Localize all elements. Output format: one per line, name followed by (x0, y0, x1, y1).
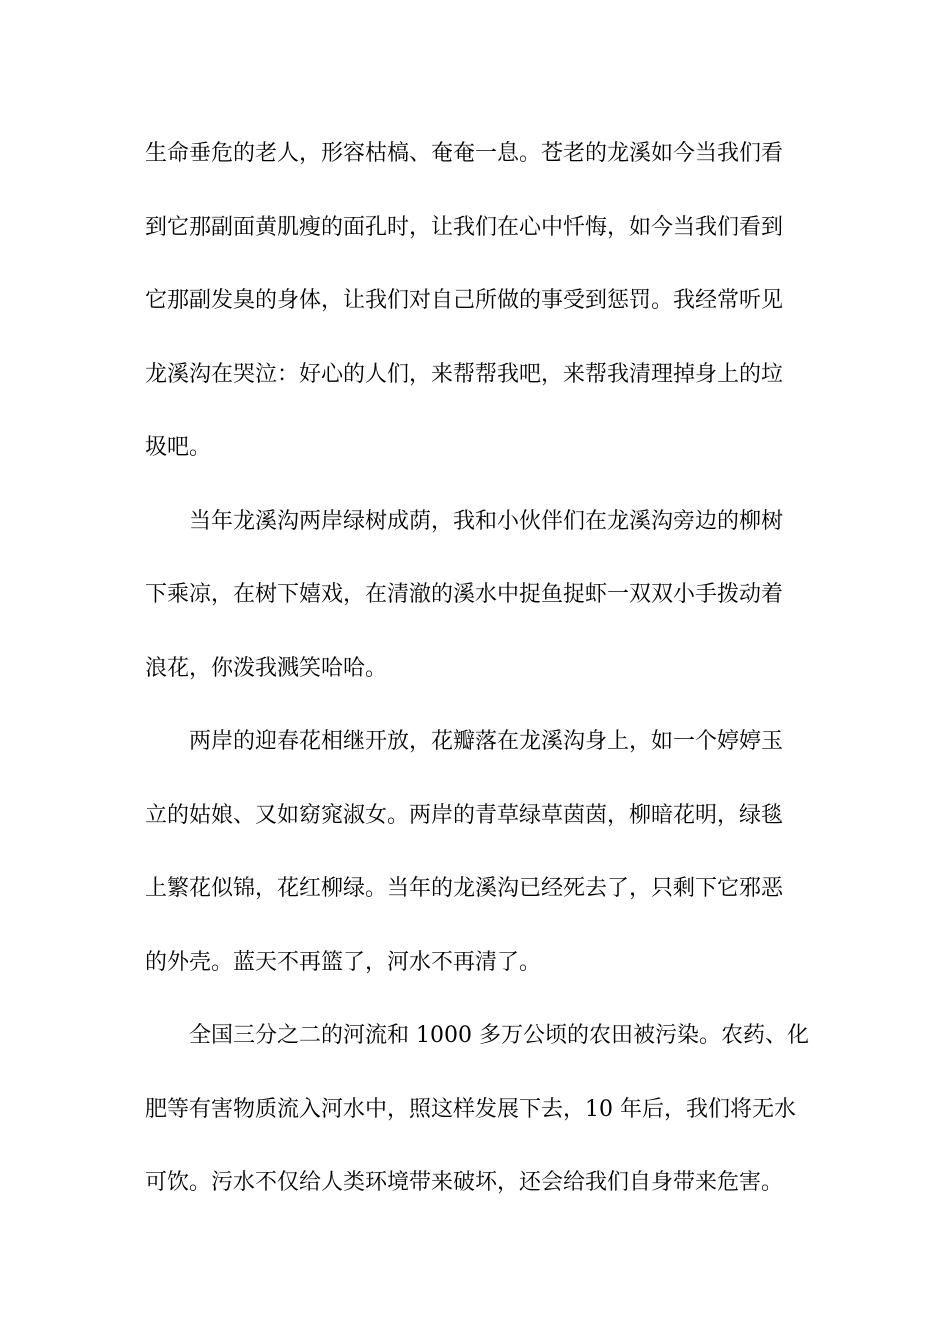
text-line: 立的姑娘、又如窈窕淑女。两岸的青草绿草茵茵，柳暗花明，绿毯 (145, 802, 784, 828)
text-line: 下乘凉，在树下嬉戏，在清澈的溪水中捉鱼捉虾一双双小手拨动着 (145, 582, 784, 607)
text-line: 当年龙溪沟两岸绿树成荫，我和小伙伴们在龙溪沟旁边的柳树 (189, 508, 784, 534)
paragraph-3 (145, 716, 810, 1010)
text-line: 两岸的迎春花相继开放，花瓣落在龙溪沟身上，如一个婷婷玉 (189, 729, 784, 754)
text-line: 的外壳。蓝天不再篮了，河水不再清了。 (145, 949, 542, 975)
text-line: 圾吧。 (145, 435, 212, 460)
text-line: 到它那副面黄肌瘦的面孔时，让我们在心中忏悔，如今当我们看到 (145, 214, 784, 240)
text-line: 浪花，你泼我溅笑哈哈。 (145, 655, 388, 681)
paragraph-2 (145, 496, 810, 717)
text-line: 肥等有害物质流入河水中，照这样发展下去，10 年后，我们将无水 (145, 1096, 796, 1122)
text-line: 上繁花似锦，花红柳绿。当年的龙溪沟已经死去了，只剩下它邪恶 (145, 876, 784, 901)
body-text (145, 128, 810, 1231)
text-line: 可饮。污水不仅给人类环境带来破坏，还会给我们自身带来危害。 (145, 1170, 784, 1195)
paragraph-1 (145, 128, 810, 496)
text-line: 全国三分之二的河流和 1000 多万公顷的农田被污染。农药、化 (189, 1023, 809, 1048)
text-line: 生命垂危的老人，形容枯槁、奄奄一息。苍老的龙溪如今当我们看 (145, 141, 784, 166)
text-line: 它那副发臭的身体，让我们对自己所做的事受到惩罚。我经常听见 (145, 288, 784, 313)
paragraph-4 (145, 1010, 810, 1231)
text-line: 龙溪沟在哭泣：好心的人们，来帮帮我吧，来帮我清理掉身上的垃 (145, 361, 784, 387)
